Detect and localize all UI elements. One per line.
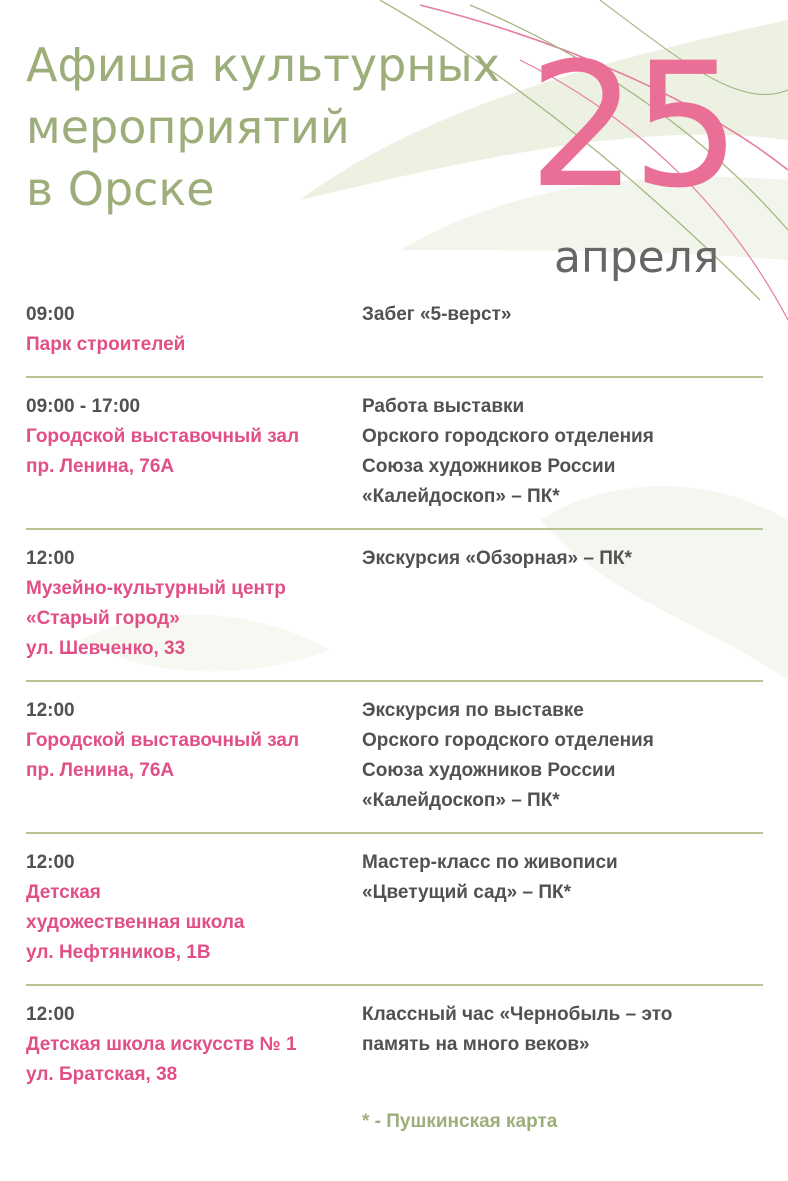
event-time: 09:00 xyxy=(26,304,75,325)
event-description-line: Работа выставки xyxy=(362,396,525,417)
event-time: 12:00 xyxy=(26,548,75,569)
event-description-line: Экскурсия «Обзорная» – ПК* xyxy=(362,548,632,569)
event-row xyxy=(26,1000,763,1106)
event-row xyxy=(26,544,763,682)
event-info xyxy=(26,544,362,664)
event-address: пр. Ленина, 76А xyxy=(26,456,175,477)
event-description xyxy=(362,544,763,664)
event-place: художественная школа xyxy=(26,912,245,933)
event-address: ул. Братская, 38 xyxy=(26,1064,178,1085)
footnote: * - Пушкинская карта xyxy=(362,1111,558,1132)
event-time: 09:00 - 17:00 xyxy=(26,396,141,417)
event-description-line: «Цветущий сад» – ПК* xyxy=(362,882,571,903)
event-description xyxy=(362,300,763,360)
event-description-line: память на много веков» xyxy=(362,1034,590,1055)
title-line-2: мероприятий xyxy=(26,100,350,154)
event-time: 12:00 xyxy=(26,852,75,873)
event-place: Городской выставочный зал xyxy=(26,730,300,751)
event-description xyxy=(362,1000,763,1090)
event-description xyxy=(362,392,763,512)
event-place: Детская xyxy=(26,882,101,903)
event-time: 12:00 xyxy=(26,1004,75,1025)
event-description-line: Забег «5-верст» xyxy=(362,304,512,325)
event-description-line: «Калейдоскоп» – ПК* xyxy=(362,790,560,811)
event-description-line: Орского городского отделения xyxy=(362,730,654,751)
event-place: Парк строителей xyxy=(26,334,186,355)
event-description-line: Союза художников России xyxy=(362,456,616,477)
event-row xyxy=(26,696,763,834)
event-info xyxy=(26,696,362,816)
event-description-line: Экскурсия по выставке xyxy=(362,700,584,721)
event-description-line: Классный час «Чернобыль – это xyxy=(362,1004,673,1025)
event-description-line: «Калейдоскоп» – ПК* xyxy=(362,486,560,507)
event-time: 12:00 xyxy=(26,700,75,721)
event-info xyxy=(26,1000,362,1090)
event-row xyxy=(26,848,763,986)
event-place: Музейно-культурный центр xyxy=(26,578,286,599)
event-description-line: Мастер-класс по живописи xyxy=(362,852,618,873)
event-description-line: Союза художников России xyxy=(362,760,616,781)
event-address: ул. Нефтяников, 1В xyxy=(26,942,211,963)
title-line-3: в Орске xyxy=(26,162,215,216)
event-row xyxy=(26,392,763,530)
event-info xyxy=(26,848,362,968)
event-row xyxy=(26,300,763,378)
date-month: апреля xyxy=(554,232,720,283)
event-info xyxy=(26,300,362,360)
event-description xyxy=(362,696,763,816)
event-address: ул. Шевченко, 33 xyxy=(26,638,186,659)
event-address: пр. Ленина, 76А xyxy=(26,760,175,781)
events-list xyxy=(26,300,763,1120)
page-title xyxy=(26,34,500,220)
event-description xyxy=(362,848,763,968)
event-info xyxy=(26,392,362,512)
date-day: 25 xyxy=(528,25,735,226)
event-place: Городской выставочный зал xyxy=(26,426,300,447)
event-place: «Старый город» xyxy=(26,608,180,629)
event-description-line: Орского городского отделения xyxy=(362,426,654,447)
event-place: Детская школа искусств № 1 xyxy=(26,1034,297,1055)
title-line-1: Афиша культурных xyxy=(26,38,500,92)
